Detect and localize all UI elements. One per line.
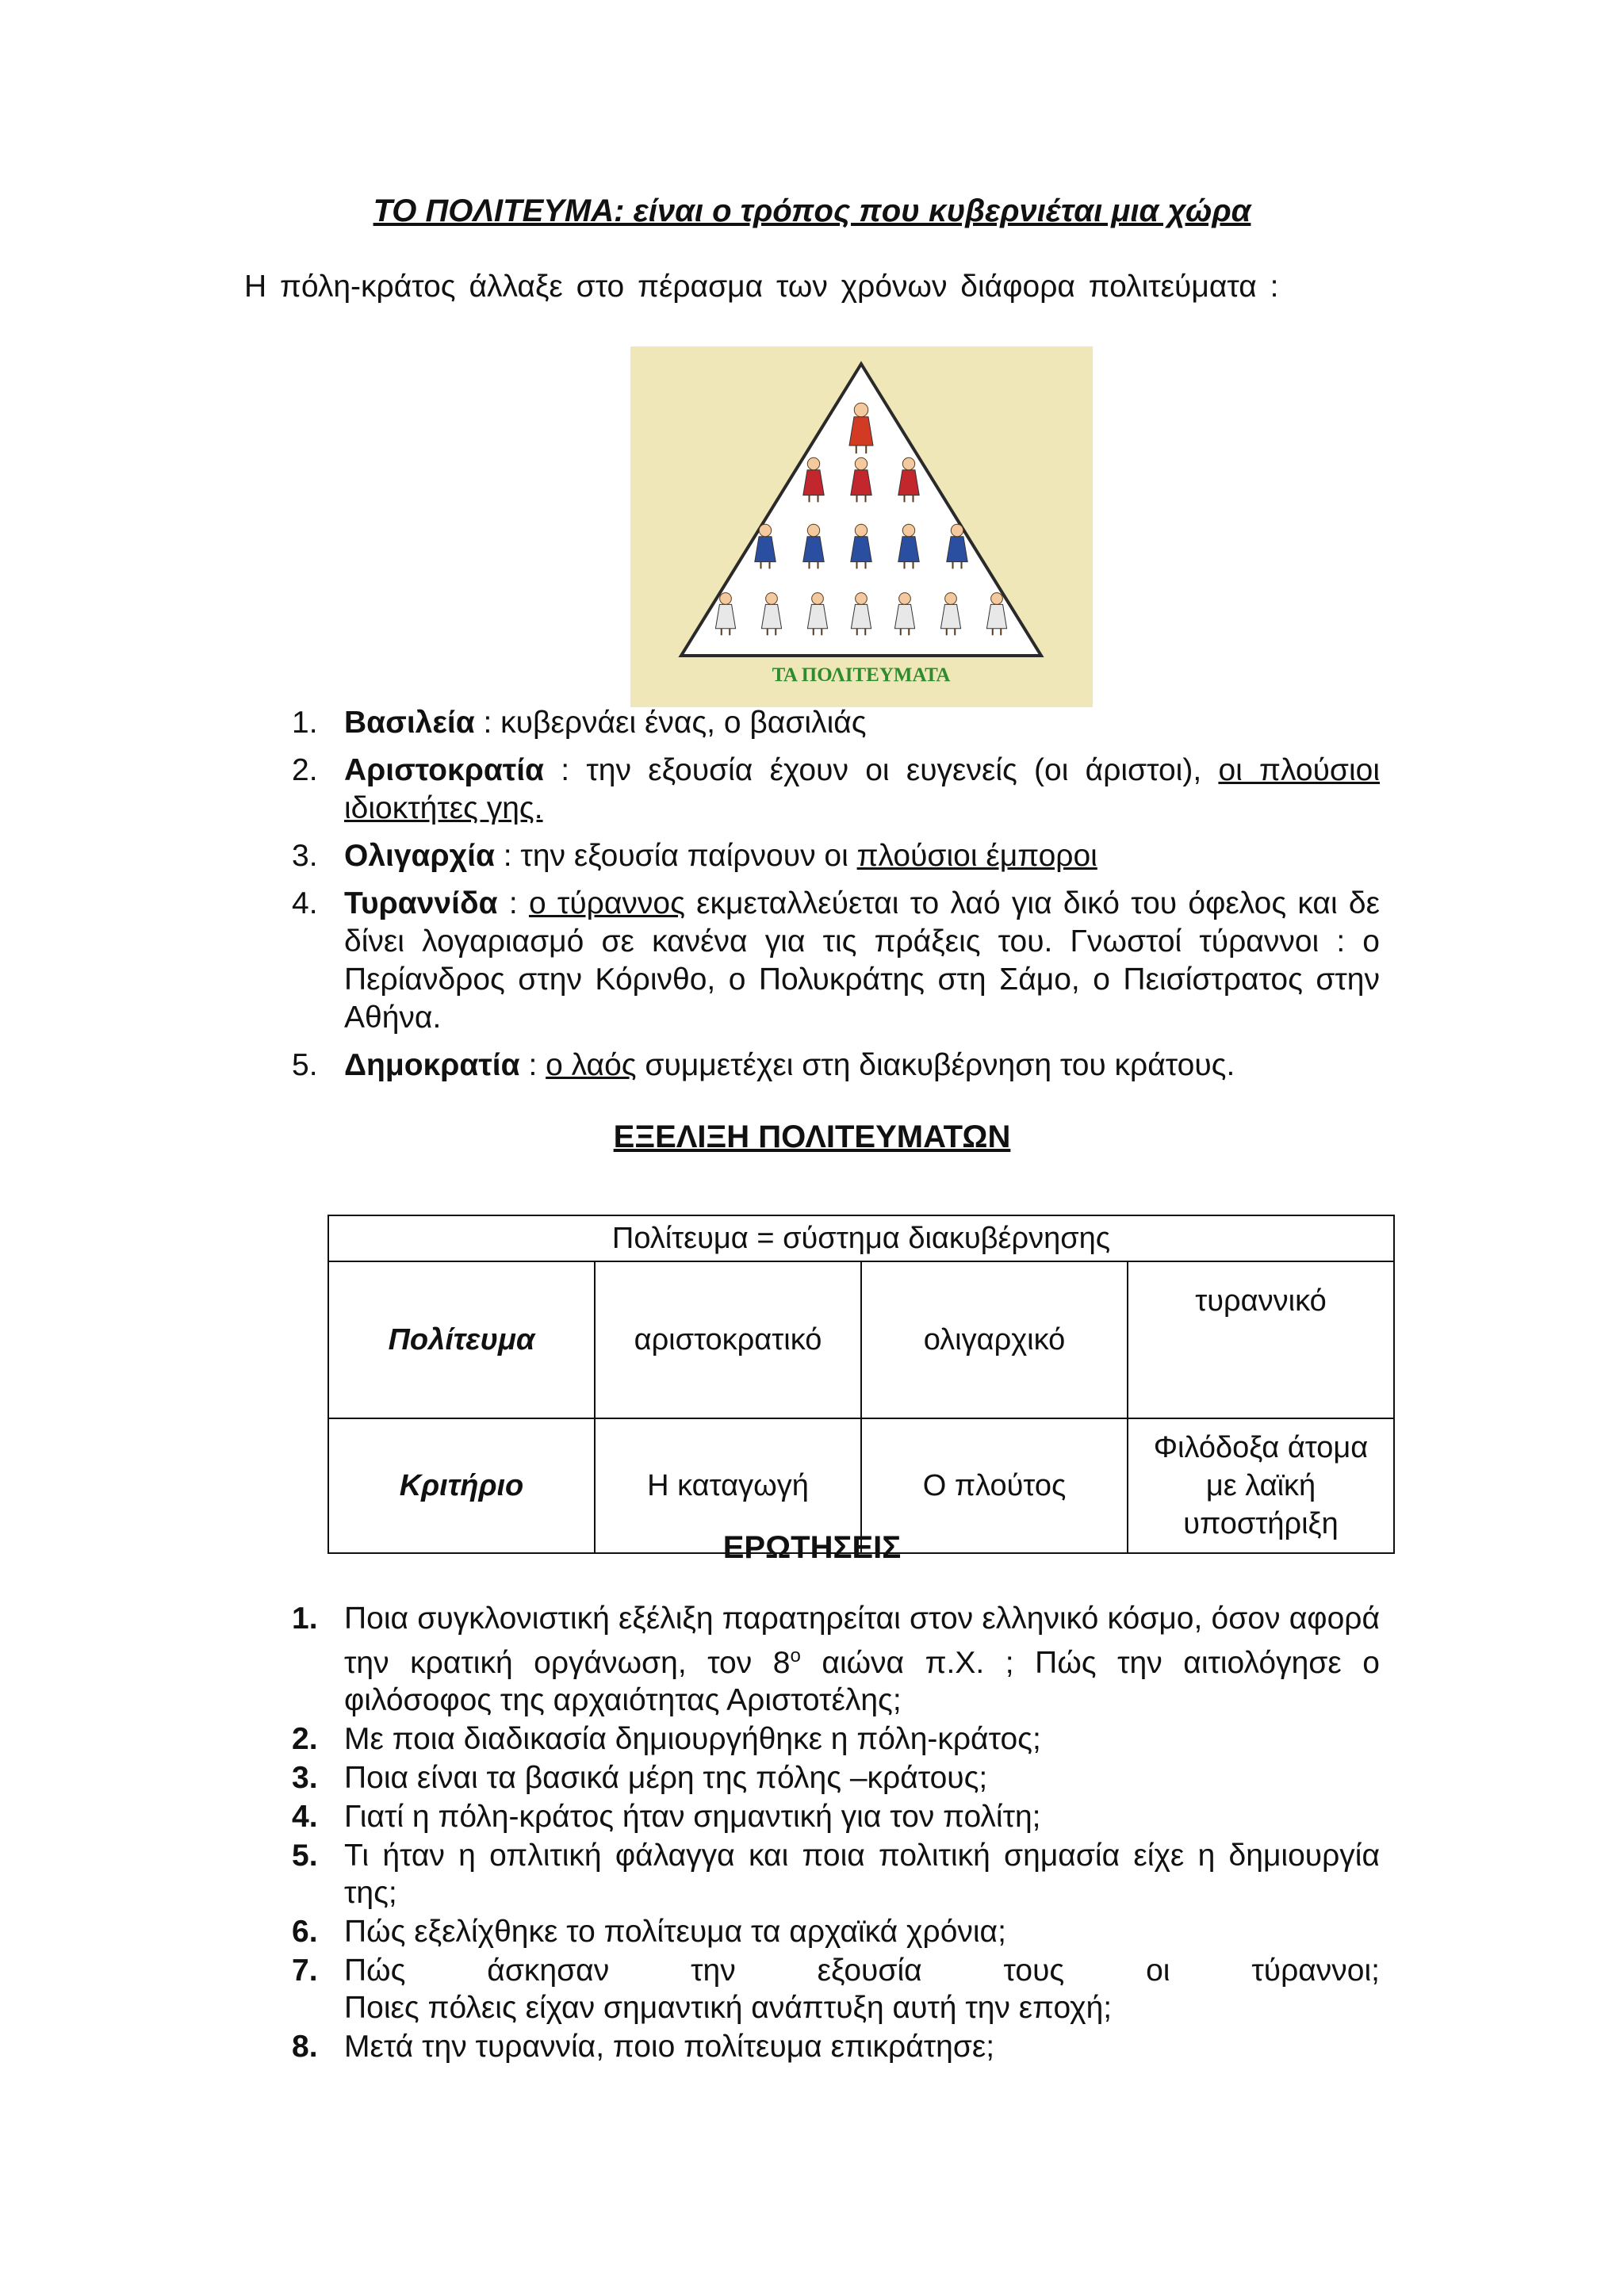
- table-cell: Κριτήριο: [328, 1418, 595, 1553]
- table-cell: τυραννικό: [1128, 1261, 1394, 1418]
- list-item: [292, 885, 1380, 1037]
- item-name: Τυραννίδα: [344, 886, 498, 920]
- table-cell: Φιλόδοξα άτομα με λαϊκή υποστήριξη: [1128, 1418, 1394, 1553]
- question-text: Ποια συγκλονιστική εξέλιξη παρατηρείται στον ελληνικό κόσμο, όσον αφορά την κρατική οργάνωση, τον 8: [344, 1601, 1380, 1680]
- table-row: [328, 1261, 1394, 1418]
- governments-list: [292, 704, 1380, 1094]
- item-number: 7.: [292, 1954, 318, 1988]
- list-item: [292, 1837, 1380, 1911]
- section-title: ΕΞΕΛΙΞΗ ΠΟΛΙΤΕΥΜΑΤΩΝ: [613, 1119, 1011, 1154]
- question-text: Γιατί η πόλη-κράτος ήταν σημαντική για τον πολίτη;: [344, 1800, 1041, 1834]
- question-text: Πώς εξελίχθηκε το πολίτευμα τα αρχαϊκά χρόνια;: [344, 1915, 1006, 1949]
- item-number: 2.: [292, 753, 318, 787]
- table-cell: Πολίτευμα: [328, 1261, 595, 1418]
- list-item: [292, 1759, 1380, 1797]
- item-underlined: οι πλούσιοι ιδιοκτήτες γης.: [344, 753, 1380, 825]
- list-item: [292, 704, 1380, 742]
- item-number: 5.: [292, 1048, 318, 1082]
- list-item: [292, 752, 1380, 828]
- questions-list: [292, 1600, 1380, 2067]
- item-number: 3.: [292, 1761, 318, 1795]
- list-item: [292, 1798, 1380, 1835]
- item-name: Ολιγαρχία: [344, 839, 495, 873]
- item-number: 4.: [292, 886, 318, 920]
- item-number: 2.: [292, 1722, 318, 1756]
- item-number: 5.: [292, 1839, 318, 1873]
- item-text: : κυβερνάει ένας, ο βασιλιάς: [474, 706, 867, 740]
- page-title: ΤΟ ΠΟΛΙΤΕΥΜΑ: είναι ο τρόπος που κυβερνιέται μια χώρα: [373, 193, 1251, 228]
- question-text: Πώς άσκησαν την εξουσία τους οι τύραννοι;: [344, 1954, 1380, 1988]
- table-cell: Ο πλούτος: [861, 1418, 1128, 1553]
- list-item: [292, 1600, 1380, 1719]
- table-cell: ολιγαρχικό: [861, 1261, 1128, 1418]
- list-item: [292, 2028, 1380, 2065]
- question-text: Μετά την τυραννία, ποιο πολίτευμα επικράτησε;: [344, 2030, 995, 2064]
- item-name: Αριστοκρατία: [344, 753, 545, 787]
- item-text: :: [519, 1048, 546, 1082]
- table-cell: Η καταγωγή: [595, 1418, 861, 1553]
- question-text: Ποια είναι τα βασικά μέρη της πόλης –κράτους;: [344, 1761, 988, 1795]
- item-underlined: πλούσιοι έμποροι: [856, 839, 1097, 873]
- question-text-line2: Ποιες πόλεις είχαν σημαντική ανάπτυξη αυτή την εποχή;: [344, 1991, 1113, 2025]
- question-text: Τι ήταν η οπλιτική φάλαγγα και ποια πολιτική σημασία είχε η δημιουργία της;: [344, 1839, 1380, 1910]
- list-item: [292, 1720, 1380, 1758]
- table-header: Πολίτευμα = σύστημα διακυβέρνησης: [328, 1215, 1394, 1261]
- item-name: Βασιλεία: [344, 706, 475, 740]
- item-number: 4.: [292, 1800, 318, 1834]
- item-number: 8.: [292, 2030, 318, 2064]
- item-text: : την εξουσία έχουν οι ευγενείς (οι άριστοι),: [544, 753, 1219, 787]
- item-number: 3.: [292, 839, 318, 873]
- list-item: [292, 1047, 1380, 1085]
- list-item: [292, 1913, 1380, 1950]
- item-number: 1.: [292, 1601, 318, 1636]
- table-header-row: [328, 1215, 1394, 1261]
- list-item: [292, 1952, 1380, 2026]
- item-underlined: ο τύραννος: [528, 886, 685, 920]
- item-number: 6.: [292, 1915, 318, 1949]
- item-number: 1.: [292, 706, 318, 740]
- questions-title: ΕΡΩΤΗΣΕΙΣ: [722, 1530, 902, 1565]
- pyramid-caption: ΤΑ ΠΟΛΙΤΕΥΜΑΤΑ: [772, 664, 951, 686]
- item-text: :: [497, 886, 529, 920]
- item-rest: εκμεταλλεύεται το λαό για δικό του όφελος και δε δίνει λογαριασμό σε κανένα για τις πράξεις του. Γνωστοί τύραννοι : ο Περίανδρος στην Κόρινθο, ο Πολυκράτης στη Σάμο, ο Πεισίστρατος στην Αθήνα.: [344, 886, 1380, 1035]
- question-text-end: αιώνα π.Χ. ; Πώς την αιτιολόγησε ο φιλόσοφος της αρχαιότητας Αριστοτέλης;: [344, 1646, 1380, 1717]
- question-superscript: ο: [790, 1645, 801, 1667]
- evolution-table: [327, 1215, 1395, 1554]
- item-rest: συμμετέχει στη διακυβέρνηση του κράτους.: [636, 1048, 1235, 1082]
- question-text: Με ποια διαδικασία δημιουργήθηκε η πόλη-κράτος;: [344, 1722, 1041, 1756]
- pyramid-illustration: [630, 346, 1093, 707]
- table-cell: αριστοκρατικό: [595, 1261, 861, 1418]
- intro-text: Η πόλη-κράτος άλλαξε στο πέρασμα των χρόνων διάφορα πολιτεύματα :: [244, 270, 1279, 304]
- item-underlined: ο λαός: [546, 1048, 637, 1082]
- item-name: Δημοκρατία: [344, 1048, 520, 1082]
- list-item: [292, 837, 1380, 875]
- item-text: : την εξουσία παίρνουν οι: [494, 839, 857, 873]
